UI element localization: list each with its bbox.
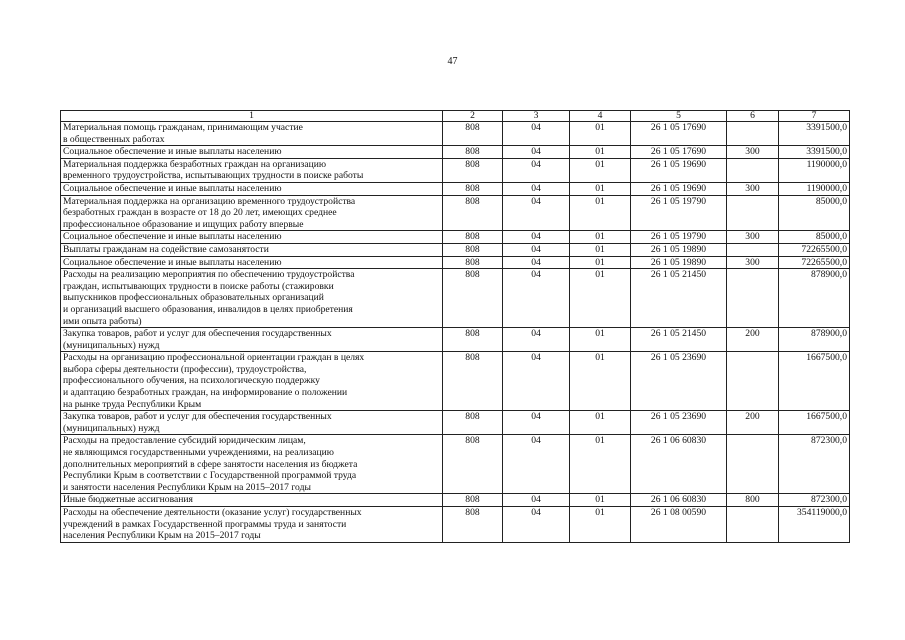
code-podrazdel-cell: 01: [570, 256, 631, 269]
expense-type-cell: 200: [727, 328, 779, 352]
budget-table: [60, 110, 850, 543]
header-row: [61, 111, 850, 122]
code-glava-cell: 808: [443, 507, 503, 543]
expense-type-cell: 300: [727, 146, 779, 159]
header-cell-3: 3: [503, 111, 570, 122]
header-cell-6: 6: [727, 111, 779, 122]
amount-cell: 1190000,0: [779, 158, 850, 182]
code-glava-cell: 808: [443, 231, 503, 244]
table-row: [61, 122, 850, 146]
amount-cell: 72265500,0: [779, 243, 850, 256]
target-article-cell: 26 1 05 17690: [631, 122, 727, 146]
expense-name-cell: Материальная поддержка на организацию временного трудоустройства безработных граждан в возрасте от 18 до 20 лет, имеющих среднее профессиональное образование и ищущих работу впервые: [61, 195, 443, 231]
target-article-cell: 26 1 06 60830: [631, 435, 727, 494]
expense-name-cell: Материальная поддержка безработных граждан на организацию временного трудоустройства, испытывающих трудности в поиске работы: [61, 158, 443, 182]
expense-type-cell: 300: [727, 231, 779, 244]
code-glava-cell: 808: [443, 158, 503, 182]
table-row: [61, 182, 850, 195]
expense-name-cell: Социальное обеспечение и иные выплаты населению: [61, 182, 443, 195]
code-glava-cell: 808: [443, 182, 503, 195]
expense-name-cell: Расходы на реализацию мероприятия по обеспечению трудоустройства граждан, испытывающих трудности в поиске работы (стажировки выпускников профессиональных образовательных организаций и организаций высшего образования, инвалидов в целях приобретения ими опыта работы): [61, 269, 443, 328]
amount-cell: 872300,0: [779, 494, 850, 507]
code-podrazdel-cell: 01: [570, 494, 631, 507]
amount-cell: 1667500,0: [779, 352, 850, 411]
code-glava-cell: 808: [443, 352, 503, 411]
expense-type-cell: [727, 269, 779, 328]
code-razdel-cell: 04: [503, 195, 570, 231]
target-article-cell: 26 1 05 19690: [631, 158, 727, 182]
table-row: [61, 195, 850, 231]
code-razdel-cell: 04: [503, 352, 570, 411]
code-glava-cell: 808: [443, 494, 503, 507]
expense-type-cell: 300: [727, 182, 779, 195]
expense-type-cell: [727, 243, 779, 256]
target-article-cell: 26 1 05 17690: [631, 146, 727, 159]
code-podrazdel-cell: 01: [570, 231, 631, 244]
expense-type-cell: [727, 507, 779, 543]
expense-name-cell: Закупка товаров, работ и услуг для обеспечения государственных (муниципальных) нужд: [61, 411, 443, 435]
target-article-cell: 26 1 08 00590: [631, 507, 727, 543]
target-article-cell: 26 1 05 19890: [631, 256, 727, 269]
code-podrazdel-cell: 01: [570, 328, 631, 352]
code-podrazdel-cell: 01: [570, 182, 631, 195]
expense-name-cell: Социальное обеспечение и иные выплаты населению: [61, 146, 443, 159]
code-glava-cell: 808: [443, 411, 503, 435]
code-podrazdel-cell: 01: [570, 435, 631, 494]
header-cell-2: 2: [443, 111, 503, 122]
target-article-cell: 26 1 05 19890: [631, 243, 727, 256]
code-razdel-cell: 04: [503, 411, 570, 435]
code-podrazdel-cell: 01: [570, 158, 631, 182]
expense-type-cell: [727, 122, 779, 146]
header-cell-4: 4: [570, 111, 631, 122]
code-razdel-cell: 04: [503, 146, 570, 159]
amount-cell: 878900,0: [779, 269, 850, 328]
amount-cell: 3391500,0: [779, 146, 850, 159]
code-glava-cell: 808: [443, 269, 503, 328]
code-razdel-cell: 04: [503, 494, 570, 507]
target-article-cell: 26 1 05 19790: [631, 231, 727, 244]
expense-type-cell: [727, 435, 779, 494]
expense-type-cell: [727, 195, 779, 231]
code-razdel-cell: 04: [503, 122, 570, 146]
code-razdel-cell: 04: [503, 158, 570, 182]
table-row: [61, 494, 850, 507]
amount-cell: 85000,0: [779, 231, 850, 244]
code-podrazdel-cell: 01: [570, 146, 631, 159]
header-cell-5: 5: [631, 111, 727, 122]
table-row: [61, 158, 850, 182]
code-razdel-cell: 04: [503, 231, 570, 244]
code-podrazdel-cell: 01: [570, 122, 631, 146]
code-razdel-cell: 04: [503, 256, 570, 269]
code-podrazdel-cell: 01: [570, 507, 631, 543]
target-article-cell: 26 1 05 21450: [631, 269, 727, 328]
code-glava-cell: 808: [443, 328, 503, 352]
expense-name-cell: Расходы на организацию профессиональной ориентации граждан в целях выбора сферы деятельности (профессии), трудоустройства, профессионального обучения, на психологическую поддержку и адаптацию безработных граждан, на информирование о положении на рынке труда Республики Крым: [61, 352, 443, 411]
table-row: [61, 256, 850, 269]
expense-name-cell: Социальное обеспечение и иные выплаты населению: [61, 256, 443, 269]
code-podrazdel-cell: 01: [570, 243, 631, 256]
table-row: [61, 231, 850, 244]
table-row: [61, 507, 850, 543]
amount-cell: 85000,0: [779, 195, 850, 231]
expense-type-cell: 800: [727, 494, 779, 507]
amount-cell: 3391500,0: [779, 122, 850, 146]
amount-cell: 872300,0: [779, 435, 850, 494]
expense-name-cell: Материальная помощь гражданам, принимающим участие в общественных работах: [61, 122, 443, 146]
code-razdel-cell: 04: [503, 243, 570, 256]
table-row: [61, 435, 850, 494]
code-razdel-cell: 04: [503, 507, 570, 543]
expense-type-cell: 300: [727, 256, 779, 269]
expense-name-cell: Расходы на обеспечение деятельности (оказание услуг) государственных учреждений в рамках Государственной программы труда и занятости населения Республики Крым на 2015–2017 годы: [61, 507, 443, 543]
code-razdel-cell: 04: [503, 182, 570, 195]
header-cell-7: 7: [779, 111, 850, 122]
code-razdel-cell: 04: [503, 328, 570, 352]
page-number: 47: [447, 56, 458, 67]
target-article-cell: 26 1 05 21450: [631, 328, 727, 352]
expense-type-cell: [727, 158, 779, 182]
expense-name-cell: Закупка товаров, работ и услуг для обеспечения государственных (муниципальных) нужд: [61, 328, 443, 352]
amount-cell: 878900,0: [779, 328, 850, 352]
expense-name-cell: Социальное обеспечение и иные выплаты населению: [61, 231, 443, 244]
code-podrazdel-cell: 01: [570, 411, 631, 435]
target-article-cell: 26 1 05 23690: [631, 411, 727, 435]
code-glava-cell: 808: [443, 122, 503, 146]
target-article-cell: 26 1 05 23690: [631, 352, 727, 411]
table-body: [61, 122, 850, 543]
amount-cell: 1667500,0: [779, 411, 850, 435]
table-row: [61, 328, 850, 352]
expense-name-cell: Выплаты гражданам на содействие самозанятости: [61, 243, 443, 256]
target-article-cell: 26 1 06 60830: [631, 494, 727, 507]
amount-cell: 1190000,0: [779, 182, 850, 195]
code-glava-cell: 808: [443, 435, 503, 494]
table-row: [61, 146, 850, 159]
header-cell-1: 1: [61, 111, 443, 122]
target-article-cell: 26 1 05 19690: [631, 182, 727, 195]
table-row: [61, 411, 850, 435]
code-podrazdel-cell: 01: [570, 269, 631, 328]
code-razdel-cell: 04: [503, 435, 570, 494]
table-row: [61, 352, 850, 411]
expense-type-cell: [727, 352, 779, 411]
amount-cell: 72265500,0: [779, 256, 850, 269]
expense-type-cell: 200: [727, 411, 779, 435]
code-glava-cell: 808: [443, 195, 503, 231]
expense-name-cell: Расходы на предоставление субсидий юридическим лицам, не являющимся государственными учреждениями, на реализацию дополнительных мероприятий в сфере занятости населения из бюджета Республики Крым в соответствии с Государственной программой труда и занятости населения Республики Крым на 2015–2017 годы: [61, 435, 443, 494]
code-glava-cell: 808: [443, 256, 503, 269]
table-row: [61, 243, 850, 256]
expense-name-cell: Иные бюджетные ассигнования: [61, 494, 443, 507]
code-podrazdel-cell: 01: [570, 352, 631, 411]
table-row: [61, 269, 850, 328]
code-glava-cell: 808: [443, 146, 503, 159]
code-razdel-cell: 04: [503, 269, 570, 328]
target-article-cell: 26 1 05 19790: [631, 195, 727, 231]
code-podrazdel-cell: 01: [570, 195, 631, 231]
amount-cell: 354119000,0: [779, 507, 850, 543]
code-glava-cell: 808: [443, 243, 503, 256]
